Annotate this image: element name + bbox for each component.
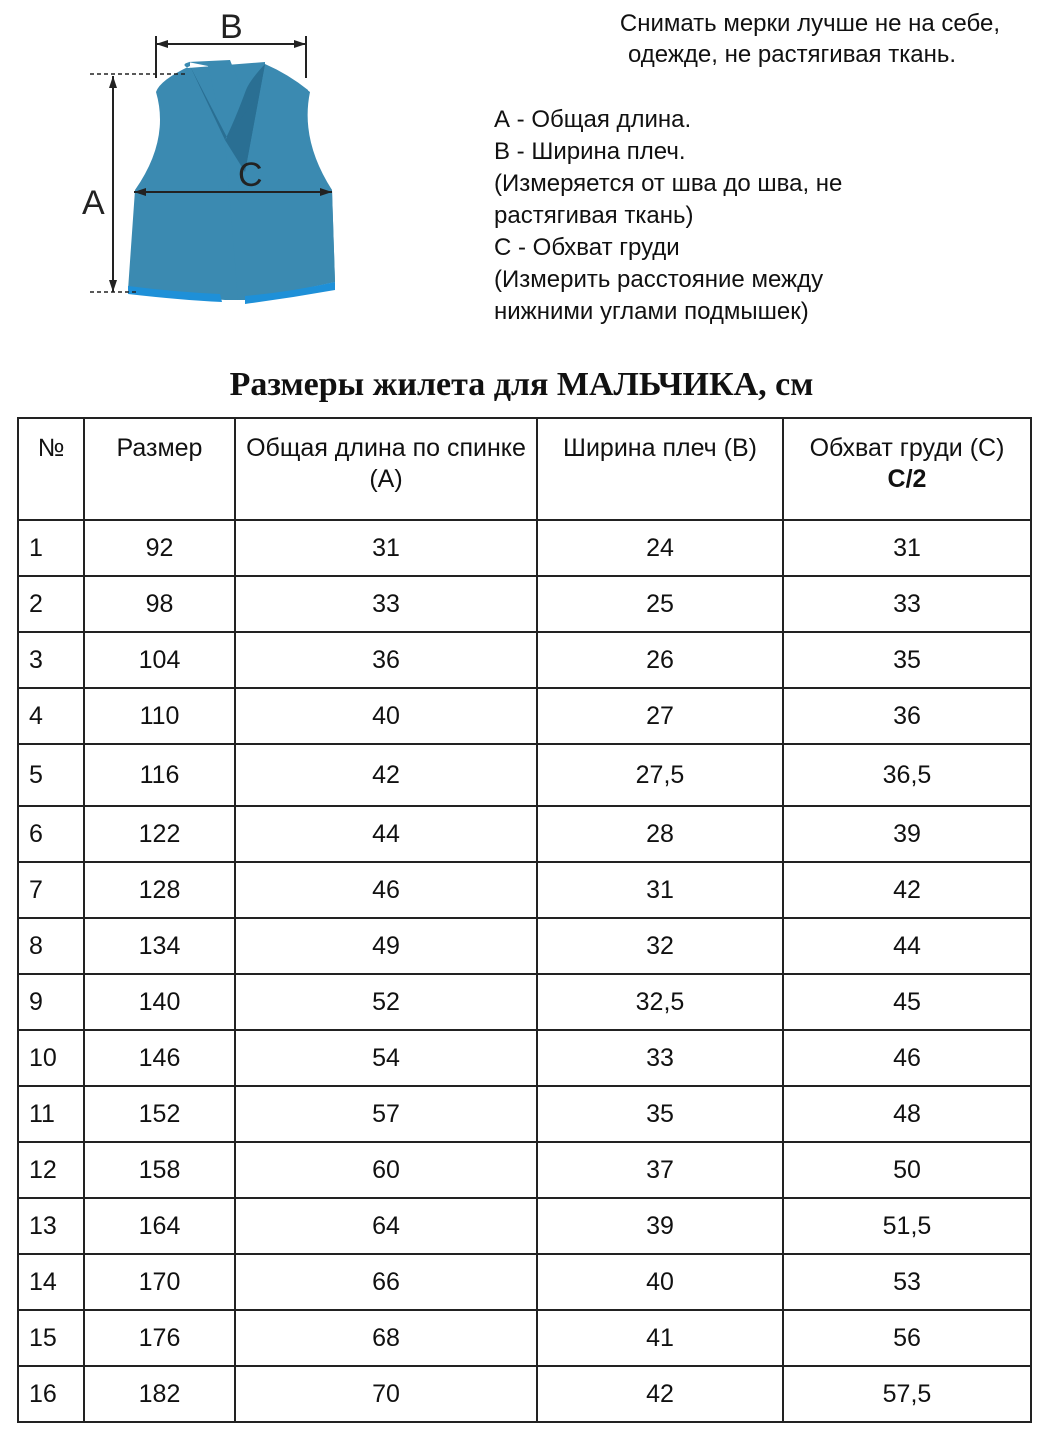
table-row — [18, 1310, 1031, 1366]
header-length: Общая длина по спинке (А) — [235, 418, 537, 520]
cell-shoulders: 27 — [537, 688, 783, 744]
table-row — [18, 806, 1031, 862]
cell-chest: 46 — [783, 1030, 1031, 1086]
legend-b-note-2: растягивая ткань) — [494, 202, 694, 229]
cell-length: 42 — [235, 744, 537, 806]
cell-length: 60 — [235, 1142, 537, 1198]
table-header-row — [18, 418, 1031, 520]
cell-num: 10 — [18, 1030, 84, 1086]
cell-chest: 42 — [783, 862, 1031, 918]
cell-size: 170 — [84, 1254, 235, 1310]
header-chest-label: Обхват груди (С) — [809, 434, 1005, 462]
cell-chest: 56 — [783, 1310, 1031, 1366]
cell-chest: 50 — [783, 1142, 1031, 1198]
cell-shoulders: 28 — [537, 806, 783, 862]
table-row — [18, 1366, 1031, 1422]
cell-num: 1 — [18, 520, 84, 576]
cell-size: 140 — [84, 974, 235, 1030]
cell-size: 92 — [84, 520, 235, 576]
cell-shoulders: 32,5 — [537, 974, 783, 1030]
table-row — [18, 632, 1031, 688]
cell-shoulders: 27,5 — [537, 744, 783, 806]
measurement-intro — [480, 8, 1000, 70]
cell-num: 7 — [18, 862, 84, 918]
cell-length: 33 — [235, 576, 537, 632]
table-row — [18, 688, 1031, 744]
cell-size: 146 — [84, 1030, 235, 1086]
legend-c: С - Обхват груди — [494, 234, 680, 261]
cell-length: 66 — [235, 1254, 537, 1310]
legend-b: В - Ширина плеч. — [494, 138, 686, 165]
cell-shoulders: 42 — [537, 1366, 783, 1422]
table-row — [18, 1254, 1031, 1310]
cell-chest: 31 — [783, 520, 1031, 576]
cell-num: 13 — [18, 1198, 84, 1254]
header-chest-sub: С/2 — [887, 465, 927, 493]
cell-chest: 57,5 — [783, 1366, 1031, 1422]
cell-num: 4 — [18, 688, 84, 744]
legend-c-note-2: нижними углами подмышек) — [494, 298, 809, 325]
cell-size: 134 — [84, 918, 235, 974]
cell-chest: 36 — [783, 688, 1031, 744]
cell-shoulders: 32 — [537, 918, 783, 974]
cell-num: 16 — [18, 1366, 84, 1422]
table-row — [18, 744, 1031, 806]
cell-chest: 51,5 — [783, 1198, 1031, 1254]
cell-shoulders: 37 — [537, 1142, 783, 1198]
table-row — [18, 520, 1031, 576]
header-num: № — [18, 418, 84, 520]
header-shoulders: Ширина плеч (В) — [537, 418, 783, 520]
cell-size: 116 — [84, 744, 235, 806]
header-chest — [783, 418, 1031, 520]
table-row — [18, 576, 1031, 632]
table-row — [18, 1198, 1031, 1254]
cell-size: 152 — [84, 1086, 235, 1142]
size-table — [17, 417, 1032, 1423]
measurement-legend — [494, 104, 994, 328]
cell-shoulders: 40 — [537, 1254, 783, 1310]
cell-shoulders: 25 — [537, 576, 783, 632]
cell-shoulders: 24 — [537, 520, 783, 576]
cell-size: 98 — [84, 576, 235, 632]
vest-diagram — [60, 0, 360, 320]
table-row — [18, 918, 1031, 974]
cell-length: 44 — [235, 806, 537, 862]
cell-length: 64 — [235, 1198, 537, 1254]
cell-chest: 36,5 — [783, 744, 1031, 806]
table-body — [18, 520, 1031, 1422]
cell-num: 6 — [18, 806, 84, 862]
cell-length: 57 — [235, 1086, 537, 1142]
header-size: Размер — [84, 418, 235, 520]
cell-shoulders: 31 — [537, 862, 783, 918]
cell-shoulders: 41 — [537, 1310, 783, 1366]
cell-shoulders: 26 — [537, 632, 783, 688]
legend-b-note-1: (Измеряется от шва до шва, не — [494, 170, 843, 197]
cell-size: 182 — [84, 1366, 235, 1422]
legend-a: А - Общая длина. — [494, 106, 692, 133]
cell-num: 8 — [18, 918, 84, 974]
cell-size: 164 — [84, 1198, 235, 1254]
cell-shoulders: 33 — [537, 1030, 783, 1086]
label-b: B — [220, 8, 243, 46]
cell-chest: 39 — [783, 806, 1031, 862]
cell-length: 70 — [235, 1366, 537, 1422]
table-row — [18, 1142, 1031, 1198]
cell-length: 54 — [235, 1030, 537, 1086]
cell-num: 9 — [18, 974, 84, 1030]
legend-c-note-1: (Измерить расстояние между — [494, 266, 824, 293]
cell-num: 5 — [18, 744, 84, 806]
cell-length: 36 — [235, 632, 537, 688]
vest-illustration — [60, 0, 360, 320]
cell-chest: 53 — [783, 1254, 1031, 1310]
cell-size: 110 — [84, 688, 235, 744]
cell-num: 2 — [18, 576, 84, 632]
table-row — [18, 1030, 1031, 1086]
cell-length: 52 — [235, 974, 537, 1030]
cell-chest: 44 — [783, 918, 1031, 974]
cell-chest: 48 — [783, 1086, 1031, 1142]
cell-num: 3 — [18, 632, 84, 688]
cell-chest: 35 — [783, 632, 1031, 688]
cell-size: 122 — [84, 806, 235, 862]
intro-line-2: одежде, не растягивая ткань. — [627, 41, 956, 68]
table-row — [18, 862, 1031, 918]
table-row — [18, 1086, 1031, 1142]
cell-num: 11 — [18, 1086, 84, 1142]
cell-num: 12 — [18, 1142, 84, 1198]
cell-length: 46 — [235, 862, 537, 918]
cell-chest: 33 — [783, 576, 1031, 632]
intro-line-1: Снимать мерки лучше не на себе, — [619, 10, 1000, 37]
cell-length: 68 — [235, 1310, 537, 1366]
label-c: C — [238, 156, 263, 194]
cell-size: 128 — [84, 862, 235, 918]
cell-size: 176 — [84, 1310, 235, 1366]
cell-shoulders: 35 — [537, 1086, 783, 1142]
cell-length: 40 — [235, 688, 537, 744]
cell-length: 31 — [235, 520, 537, 576]
cell-num: 14 — [18, 1254, 84, 1310]
cell-size: 104 — [84, 632, 235, 688]
table-title: Размеры жилета для МАЛЬЧИКА, см — [229, 366, 814, 403]
cell-length: 49 — [235, 918, 537, 974]
label-a: A — [82, 184, 105, 222]
cell-chest: 45 — [783, 974, 1031, 1030]
cell-shoulders: 39 — [537, 1198, 783, 1254]
cell-size: 158 — [84, 1142, 235, 1198]
table-row — [18, 974, 1031, 1030]
cell-num: 15 — [18, 1310, 84, 1366]
